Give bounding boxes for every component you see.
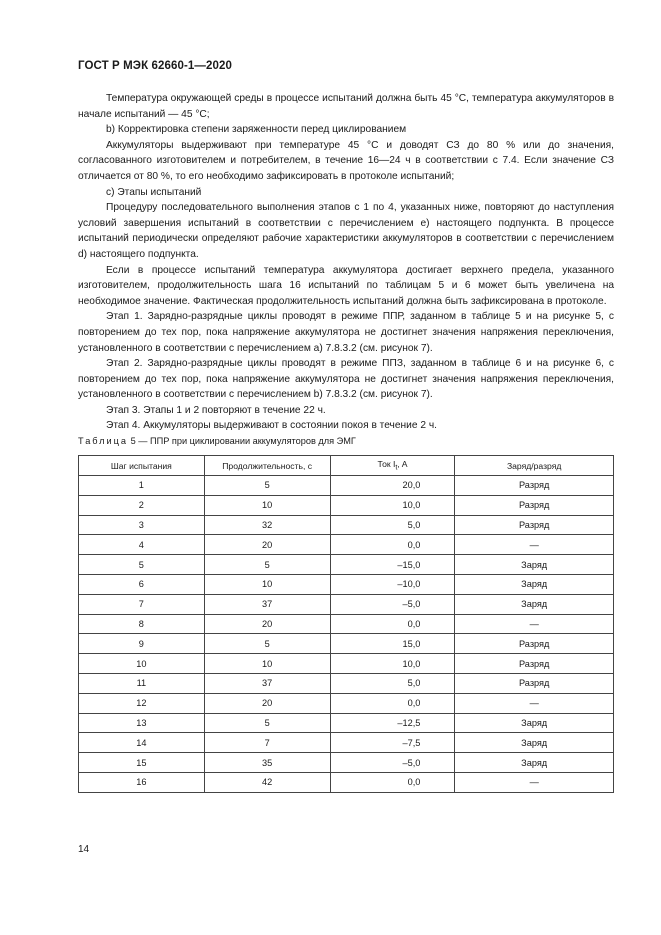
cell-step: 7 [79,594,205,614]
table-row [79,634,614,654]
cell-step: 5 [79,555,205,575]
cell-current: –5,0 [330,753,455,773]
paragraph: Этап 3. Этапы 1 и 2 повторяют в течение 22 ч. [106,404,326,416]
cell-current: –12,5 [330,713,455,733]
cell-duration: 32 [204,515,330,535]
paragraph: Если в процессе испытаний температура аккумулятора достигает верхнего предела, указанного изготовителем, продолжительность шага 16 испытаний по таблицам 5 и 6 может быть увеличена на необходимое значение. Фактическая продолжительность испытаний должна быть зафиксирована в протоколе. [78,264,614,307]
paragraph: с) Этапы испытаний [106,186,202,198]
table-header-row [79,456,614,476]
header-current-subscript: t [395,463,398,472]
table-row [79,753,614,773]
cell-step: 6 [79,574,205,594]
cell-current: –15,0 [330,555,455,575]
table-row [79,495,614,515]
cell-mode: Заряд [455,594,614,614]
cell-current: 10,0 [330,495,455,515]
cell-current: –5,0 [330,594,455,614]
cell-current: 10,0 [330,654,455,674]
header-mode: Заряд/разряд [455,456,614,476]
table-row [79,673,614,693]
cell-current: 20,0 [330,476,455,496]
cell-duration: 5 [204,476,330,496]
cell-duration: 10 [204,574,330,594]
table-row [79,476,614,496]
cell-duration: 20 [204,535,330,555]
cell-mode: Заряд [455,733,614,753]
cell-duration: 37 [204,673,330,693]
cell-mode: Разряд [455,673,614,693]
table-caption [78,436,356,446]
cell-mode: Разряд [455,515,614,535]
cell-current: 0,0 [330,535,455,555]
header-current-unit: , A [397,459,408,470]
table-row [79,654,614,674]
paragraph: Этап 4. Аккумуляторы выдерживают в состоянии покоя в течение 2 ч. [106,420,437,432]
table-row [79,555,614,575]
cell-mode: Заряд [455,753,614,773]
cell-current: 5,0 [330,673,455,693]
document-header: ГОСТ Р МЭК 62660-1—2020 [78,60,232,72]
cell-step: 14 [79,733,205,753]
cell-mode: — [455,693,614,713]
table-body [79,476,614,793]
cell-mode: — [455,535,614,555]
paragraph: Аккумуляторы выдерживают при температуре 45 °C и доводят СЗ до 80 % или до значения, согласованного изготовителем и потребителем, в течение 16—24 ч в соответствии с 7.4. Если значение СЗ отличается от 80 %, то его необходимо зафиксировать в протоколе испытаний; [78,139,614,182]
cell-current: 0,0 [330,614,455,634]
header-current [330,456,455,476]
table-caption-text: 5 — ППР при циклировании аккумуляторов для ЭМГ [130,436,356,446]
cell-mode: — [455,614,614,634]
cell-duration: 5 [204,634,330,654]
cell-duration: 7 [204,733,330,753]
cell-current: –10,0 [330,574,455,594]
table-row [79,733,614,753]
paragraph: Этап 2. Зарядно-разрядные циклы проводят в режиме ППЗ, заданном в таблице 6 и на рисунке 6, с повторением до тех пор, пока напряжение аккумулятора не достигнет значения напряжения переключения, установленного в соответствии с перечислением b) 7.8.3.2 (см. рисунок 7). [78,358,614,401]
paragraph: Процедуру последовательного выполнения этапов с 1 по 4, указанных ниже, повторяют до наступления условий завершения испытаний в соответствии с перечислением е) настоящего подпункта. В процессе испытаний периодически определяют рабочие характеристики аккумуляторов в соответствии с перечислением d) настоящего подпункта. [78,202,614,260]
cell-mode: Разряд [455,634,614,654]
table-row [79,713,614,733]
cell-current: 0,0 [330,693,455,713]
table-row [79,515,614,535]
cell-step: 4 [79,535,205,555]
cell-step: 13 [79,713,205,733]
cell-step: 10 [79,654,205,674]
cell-duration: 20 [204,614,330,634]
cell-mode: Разряд [455,654,614,674]
cell-current: 5,0 [330,515,455,535]
cell-duration: 10 [204,495,330,515]
cell-duration: 10 [204,654,330,674]
body-text [78,91,614,434]
cell-step: 15 [79,753,205,773]
cell-step: 8 [79,614,205,634]
cell-step: 1 [79,476,205,496]
cell-step: 16 [79,772,205,792]
cycle-table [78,455,614,793]
cell-current: 15,0 [330,634,455,654]
cell-step: 12 [79,693,205,713]
cell-mode: Разряд [455,476,614,496]
cell-duration: 37 [204,594,330,614]
paragraph: Температура окружающей среды в процессе испытаний должна быть 45 °C, температура аккумуляторов в начале испытаний — 45 °C; [78,93,614,120]
cell-mode: — [455,772,614,792]
cell-duration: 5 [204,555,330,575]
table-caption-word: Таблица [78,436,129,446]
cell-duration: 35 [204,753,330,773]
table-row [79,693,614,713]
header-step: Шаг испытания [79,456,205,476]
header-duration: Продолжительность, с [204,456,330,476]
cell-current: 0,0 [330,772,455,792]
header-current-label: Ток I [377,459,396,470]
table-row [79,772,614,792]
paragraph: Этап 1. Зарядно-разрядные циклы проводят в режиме ППР, заданном в таблице 5 и на рисунке 5, с повторением до тех пор, пока напряжение аккумулятора не достигнет значения напряжения переключения, установленного в соответствии с перечислением а) 7.8.3.2 (см. рисунок 7). [78,311,614,354]
cell-mode: Разряд [455,495,614,515]
cell-step: 9 [79,634,205,654]
cell-mode: Заряд [455,555,614,575]
cell-step: 2 [79,495,205,515]
table-row [79,594,614,614]
page-number: 14 [78,844,90,855]
cell-step: 3 [79,515,205,535]
table-row [79,535,614,555]
table-row [79,574,614,594]
cell-duration: 42 [204,772,330,792]
cell-mode: Заряд [455,574,614,594]
cell-duration: 5 [204,713,330,733]
table-row [79,614,614,634]
cell-step: 11 [79,673,205,693]
cell-current: –7,5 [330,733,455,753]
paragraph: b) Корректировка степени заряженности перед циклированием [106,124,407,136]
cell-duration: 20 [204,693,330,713]
cell-mode: Заряд [455,713,614,733]
